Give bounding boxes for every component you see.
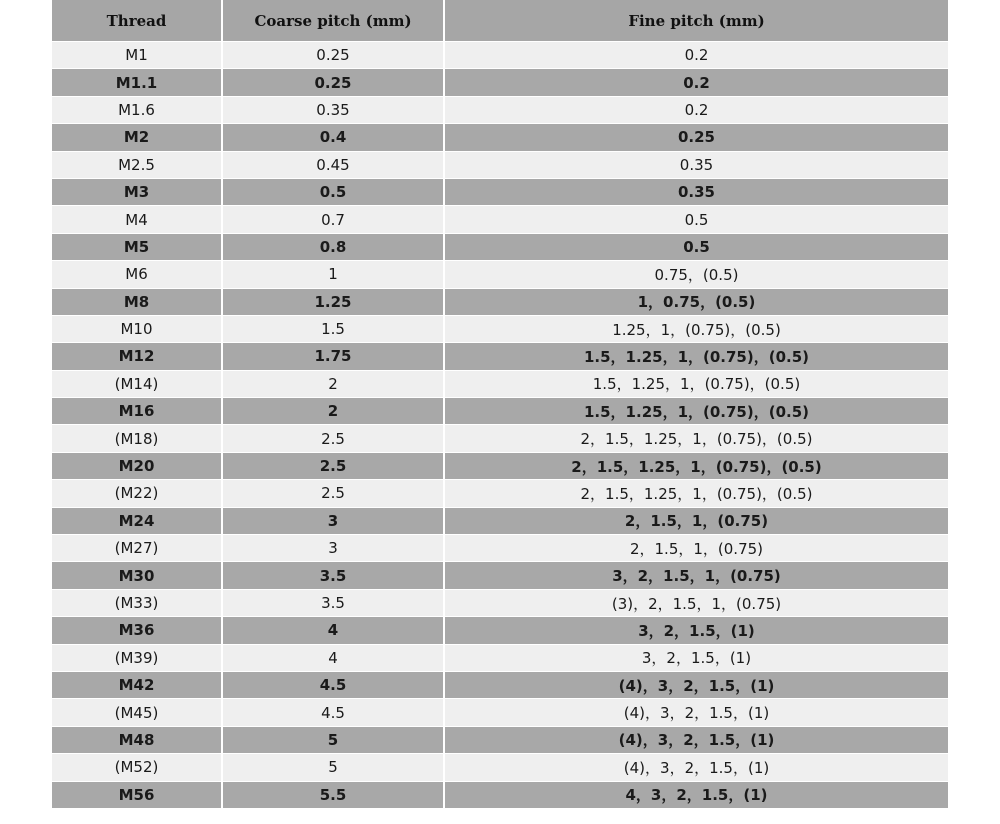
thread-cell: (M52) <box>52 754 222 781</box>
fine-pitch-cell: 3，2，1.5，(1) <box>444 617 948 644</box>
thread-cell: M1 <box>52 42 222 69</box>
thread-cell: M48 <box>52 726 222 753</box>
coarse-pitch-cell: 4 <box>222 644 444 671</box>
fine-pitch-cell: (4)，3，2，1.5，(1) <box>444 754 948 781</box>
table-row <box>52 425 948 452</box>
table-row <box>52 699 948 726</box>
table-header <box>52 0 948 42</box>
thread-cell: (M18) <box>52 425 222 452</box>
thread-cell: M4 <box>52 206 222 233</box>
fine-pitch-cell: 2，1.5，1，(0.75) <box>444 535 948 562</box>
fine-pitch-cell: 0.2 <box>444 69 948 96</box>
coarse-pitch-cell: 0.7 <box>222 206 444 233</box>
table-row <box>52 69 948 96</box>
thread-column-header: Thread <box>52 0 222 42</box>
table-row <box>52 370 948 397</box>
fine-pitch-cell: (3)，2，1.5，1，(0.75) <box>444 589 948 616</box>
fine-pitch-cell: 1.5，1.25，1，(0.75)，(0.5) <box>444 398 948 425</box>
table-row <box>52 452 948 479</box>
fine-pitch-cell: 0.35 <box>444 178 948 205</box>
table-row <box>52 288 948 315</box>
table-row <box>52 644 948 671</box>
thread-pitch-table <box>52 0 948 809</box>
thread-cell: M1.1 <box>52 69 222 96</box>
table-row <box>52 206 948 233</box>
thread-cell: M3 <box>52 178 222 205</box>
table-row <box>52 178 948 205</box>
thread-cell: M6 <box>52 261 222 288</box>
fine-pitch-cell: (4)，3，2，1.5，(1) <box>444 671 948 698</box>
table-row <box>52 151 948 178</box>
fine-pitch-cell: 0.5 <box>444 233 948 260</box>
thread-cell: M56 <box>52 781 222 808</box>
table-row <box>52 754 948 781</box>
fine-pitch-cell: 2，1.5，1.25，1，(0.75)，(0.5) <box>444 480 948 507</box>
coarse-pitch-cell: 0.35 <box>222 96 444 123</box>
fine-pitch-cell: 2，1.5，1.25，1，(0.75)，(0.5) <box>444 452 948 479</box>
table-row <box>52 507 948 534</box>
coarse-pitch-cell: 5.5 <box>222 781 444 808</box>
thread-cell: M1.6 <box>52 96 222 123</box>
thread-cell: (M33) <box>52 589 222 616</box>
fine-pitch-cell: 3，2，1.5，1，(0.75) <box>444 562 948 589</box>
table-row <box>52 343 948 370</box>
table-row <box>52 589 948 616</box>
coarse-pitch-cell: 2.5 <box>222 480 444 507</box>
fine-pitch-cell: 3，2，1.5，(1) <box>444 644 948 671</box>
fine-pitch-cell: 0.35 <box>444 151 948 178</box>
header-row <box>52 0 948 42</box>
thread-cell: M30 <box>52 562 222 589</box>
thread-cell: M42 <box>52 671 222 698</box>
fine-pitch-cell: 1.5，1.25，1，(0.75)，(0.5) <box>444 370 948 397</box>
thread-cell: M8 <box>52 288 222 315</box>
fine-pitch-cell: (4)，3，2，1.5，(1) <box>444 699 948 726</box>
coarse-pitch-cell: 0.5 <box>222 178 444 205</box>
coarse-pitch-cell: 5 <box>222 726 444 753</box>
table-row <box>52 726 948 753</box>
coarse-pitch-cell: 0.25 <box>222 69 444 96</box>
coarse-pitch-cell: 1 <box>222 261 444 288</box>
table-row <box>52 535 948 562</box>
thread-cell: (M22) <box>52 480 222 507</box>
fine-pitch-cell: 1，0.75，(0.5) <box>444 288 948 315</box>
table-row <box>52 42 948 69</box>
thread-cell: M24 <box>52 507 222 534</box>
table-row <box>52 781 948 808</box>
fine-pitch-cell: 0.2 <box>444 96 948 123</box>
coarse-pitch-cell: 1.25 <box>222 288 444 315</box>
coarse-pitch-cell: 2.5 <box>222 452 444 479</box>
thread-cell: (M39) <box>52 644 222 671</box>
coarse-pitch-cell: 2.5 <box>222 425 444 452</box>
thread-cell: (M14) <box>52 370 222 397</box>
coarse-pitch-cell: 5 <box>222 754 444 781</box>
coarse-pitch-cell: 0.25 <box>222 42 444 69</box>
thread-cell: M20 <box>52 452 222 479</box>
table-row <box>52 261 948 288</box>
coarse-pitch-cell: 4.5 <box>222 671 444 698</box>
table-row <box>52 480 948 507</box>
fine-pitch-column-header: Fine pitch (mm) <box>444 0 948 42</box>
thread-cell: M10 <box>52 315 222 342</box>
table-row <box>52 617 948 644</box>
thread-cell: M2.5 <box>52 151 222 178</box>
fine-pitch-cell: 0.2 <box>444 42 948 69</box>
fine-pitch-cell: (4)，3，2，1.5，(1) <box>444 726 948 753</box>
coarse-pitch-cell: 3.5 <box>222 562 444 589</box>
coarse-pitch-cell: 4.5 <box>222 699 444 726</box>
fine-pitch-cell: 2，1.5，1.25，1，(0.75)，(0.5) <box>444 425 948 452</box>
fine-pitch-cell: 4，3，2，1.5，(1) <box>444 781 948 808</box>
fine-pitch-cell: 0.75，(0.5) <box>444 261 948 288</box>
coarse-pitch-cell: 2 <box>222 398 444 425</box>
table-row <box>52 233 948 260</box>
coarse-pitch-cell: 0.45 <box>222 151 444 178</box>
coarse-pitch-cell: 3 <box>222 507 444 534</box>
coarse-pitch-cell: 0.8 <box>222 233 444 260</box>
thread-cell: M5 <box>52 233 222 260</box>
coarse-pitch-cell: 1.75 <box>222 343 444 370</box>
coarse-pitch-cell: 2 <box>222 370 444 397</box>
coarse-pitch-cell: 4 <box>222 617 444 644</box>
table-row <box>52 315 948 342</box>
table-row <box>52 96 948 123</box>
coarse-pitch-column-header: Coarse pitch (mm) <box>222 0 444 42</box>
fine-pitch-cell: 2，1.5，1，(0.75) <box>444 507 948 534</box>
thread-cell: M36 <box>52 617 222 644</box>
table-row <box>52 671 948 698</box>
thread-cell: (M27) <box>52 535 222 562</box>
table-body <box>52 42 948 809</box>
coarse-pitch-cell: 0.4 <box>222 124 444 151</box>
table-row <box>52 124 948 151</box>
thread-cell: (M45) <box>52 699 222 726</box>
fine-pitch-cell: 0.25 <box>444 124 948 151</box>
thread-cell: M16 <box>52 398 222 425</box>
table-row <box>52 562 948 589</box>
table-row <box>52 398 948 425</box>
coarse-pitch-cell: 3.5 <box>222 589 444 616</box>
fine-pitch-cell: 0.5 <box>444 206 948 233</box>
thread-cell: M2 <box>52 124 222 151</box>
fine-pitch-cell: 1.5，1.25，1，(0.75)，(0.5) <box>444 343 948 370</box>
thread-cell: M12 <box>52 343 222 370</box>
coarse-pitch-cell: 1.5 <box>222 315 444 342</box>
fine-pitch-cell: 1.25，1，(0.75)，(0.5) <box>444 315 948 342</box>
coarse-pitch-cell: 3 <box>222 535 444 562</box>
